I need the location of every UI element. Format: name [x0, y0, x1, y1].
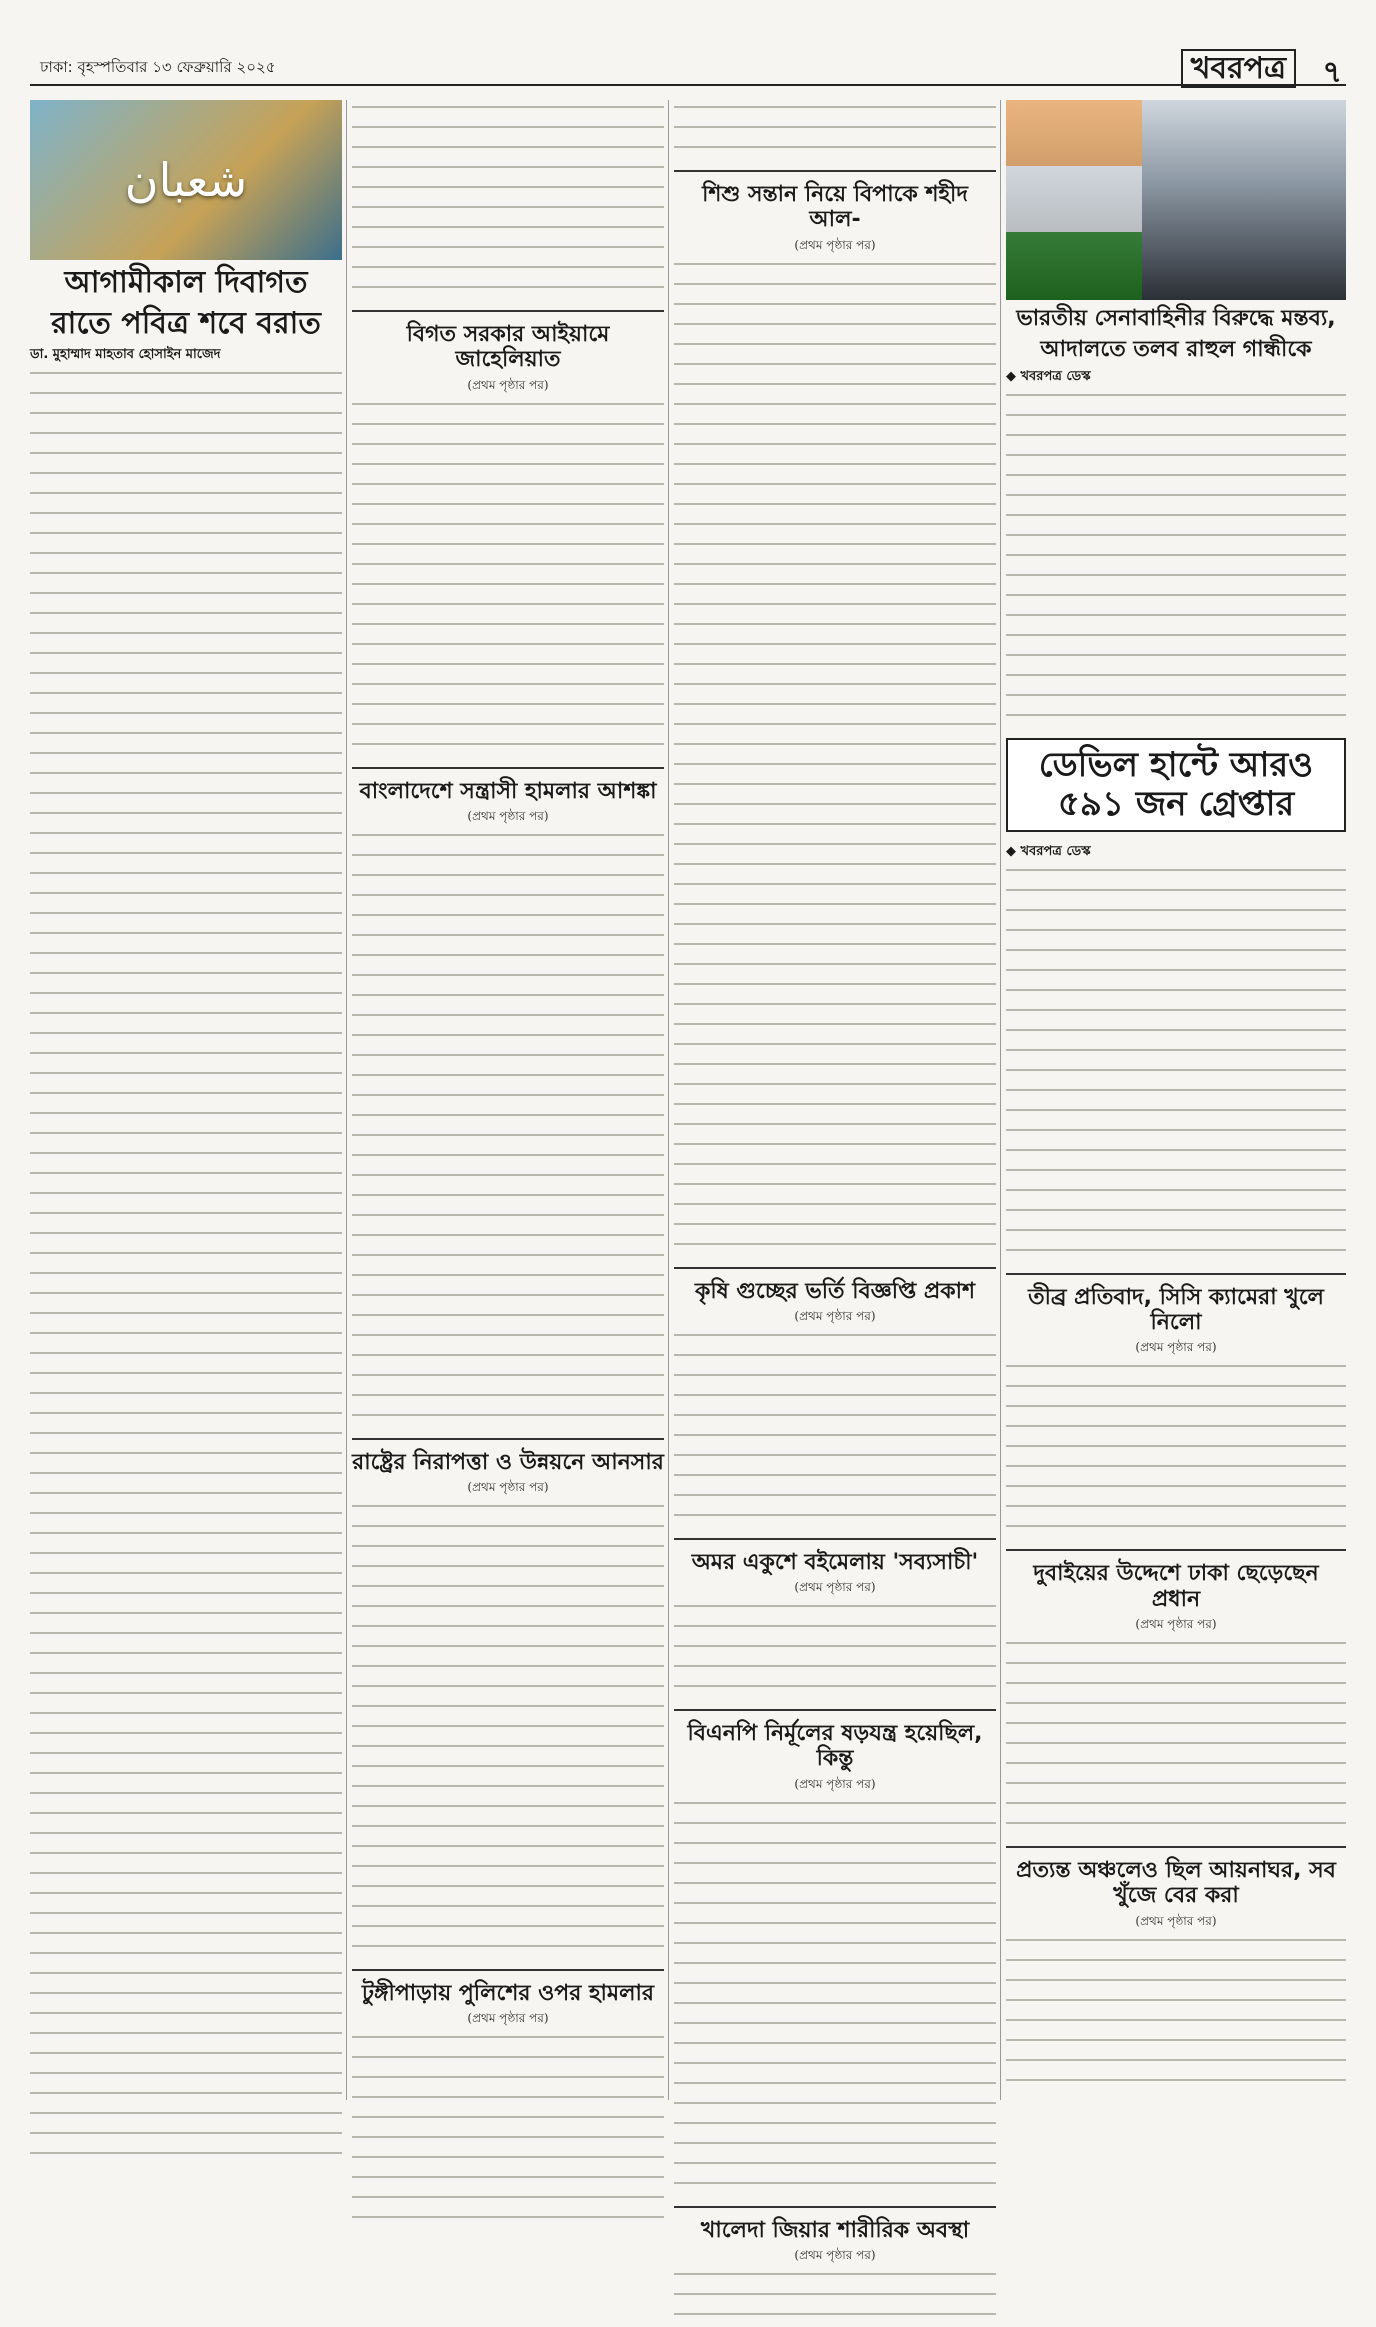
- devil-byline: ◆ খবরপত্র ডেস্ক: [1006, 843, 1091, 859]
- tongi-story: টুঙ্গীপাড়ায় পুলিশের ওপর হামলার (প্রথম পৃষ্ঠার পর): [352, 1969, 664, 2230]
- column-1: [30, 100, 342, 2100]
- ansar-story: রাষ্ট্রের নিরাপত্তা ও উন্নয়নে আনসার (প্রথম পৃষ্ঠার পর): [352, 1438, 664, 1959]
- bookfair-story: অমর একুশে বইমেলায় 'সব্যসাচী' (প্রথম পৃষ্ঠার পর): [674, 1538, 996, 1699]
- dateline: ঢাকা: বৃহস্পতিবার ১৩ ফেব্রুয়ারি ২০২৫: [40, 58, 276, 76]
- col2-top-body: [352, 106, 664, 300]
- cctv-story: তীব্র প্রতিবাদ, সিসি ক্যামেরা খুলে নিলো (প্রথম পৃষ্ঠার পর): [1006, 1273, 1346, 1540]
- column-2: [352, 100, 664, 2100]
- page-header: [30, 48, 1346, 90]
- rahul-headline-2: আদালতে তলব রাহুল গান্ধীকে: [1040, 337, 1312, 363]
- dubai-story: দুবাইয়ের উদ্দেশে ঢাকা ছেড়েছেন প্রধান (প্রথম পৃষ্ঠার পর): [1006, 1549, 1346, 1836]
- ayna-story: প্রত্যন্ত অঞ্চলেও ছিল আয়নাঘর, সব খুঁজে বের করা (প্রথম পৃষ্ঠার পর): [1006, 1846, 1346, 2093]
- rahul-headline-1: ভারতীয় সেনাবাহিনীর বিরুদ্ধে মন্তব্য,: [1016, 306, 1336, 331]
- shab-headline-2: রাতে পবিত্র শবে বরাত: [51, 305, 321, 341]
- col3-top-body: [674, 106, 996, 160]
- khaleda-story: খালেদা জিয়ার শারীরিক অবস্থা (প্রথম পৃষ্ঠার পর): [674, 2206, 996, 2327]
- column-3: [674, 100, 996, 2263]
- page-number: ৭: [1322, 55, 1342, 90]
- column-4: [1006, 100, 1346, 2100]
- shab-body-lines: [30, 372, 342, 2166]
- masthead-logo: খবরপত্র: [1181, 44, 1296, 95]
- shab-byline: ডা. মুহাম্মাদ মাহতাব হোসাইন মাজেদ: [30, 347, 221, 362]
- shaban-photo: [30, 100, 342, 260]
- bnp-story: বিএনপি নির্মূলের ষড়যন্ত্র হয়েছিল, কিন্তু (প্রথম পৃষ্ঠার পর): [674, 1709, 996, 2196]
- jahiliyat-story: বিগত সরকার আইয়ামে জাহেলিয়াত (প্রথম পৃষ্ঠার পর): [352, 310, 664, 757]
- shab-headline-1: আগামীকাল দিবাগত: [64, 265, 308, 300]
- arabic-calligraphy: شعبان: [124, 153, 248, 207]
- rahul-body: [1006, 394, 1346, 728]
- child-story: শিশু সন্তান নিয়ে বিপাকে শহীদ আল- (প্রথম পৃষ্ঠার পর): [674, 170, 996, 1257]
- devil-headline-1: ডেভিল হান্টে আরও: [1038, 744, 1314, 785]
- devil-headline-2: ৫৯১ জন গ্রেপ্তার: [1057, 783, 1295, 824]
- admission-story: কৃষি গুচ্ছের ভর্তি বিজ্ঞপ্তি প্রকাশ (প্রথম পৃষ্ঠার পর): [674, 1267, 996, 1528]
- rahul-photo: [1006, 100, 1346, 300]
- terror-story: বাংলাদেশে সন্ত্রাসী হামলার আশঙ্কা (প্রথম পৃষ্ঠার পর): [352, 767, 664, 1428]
- devil-body: [1006, 869, 1346, 1263]
- rahul-byline: ◆ খবরপত্র ডেস্ক: [1006, 368, 1091, 384]
- devil-hunt-banner: [1006, 738, 1346, 832]
